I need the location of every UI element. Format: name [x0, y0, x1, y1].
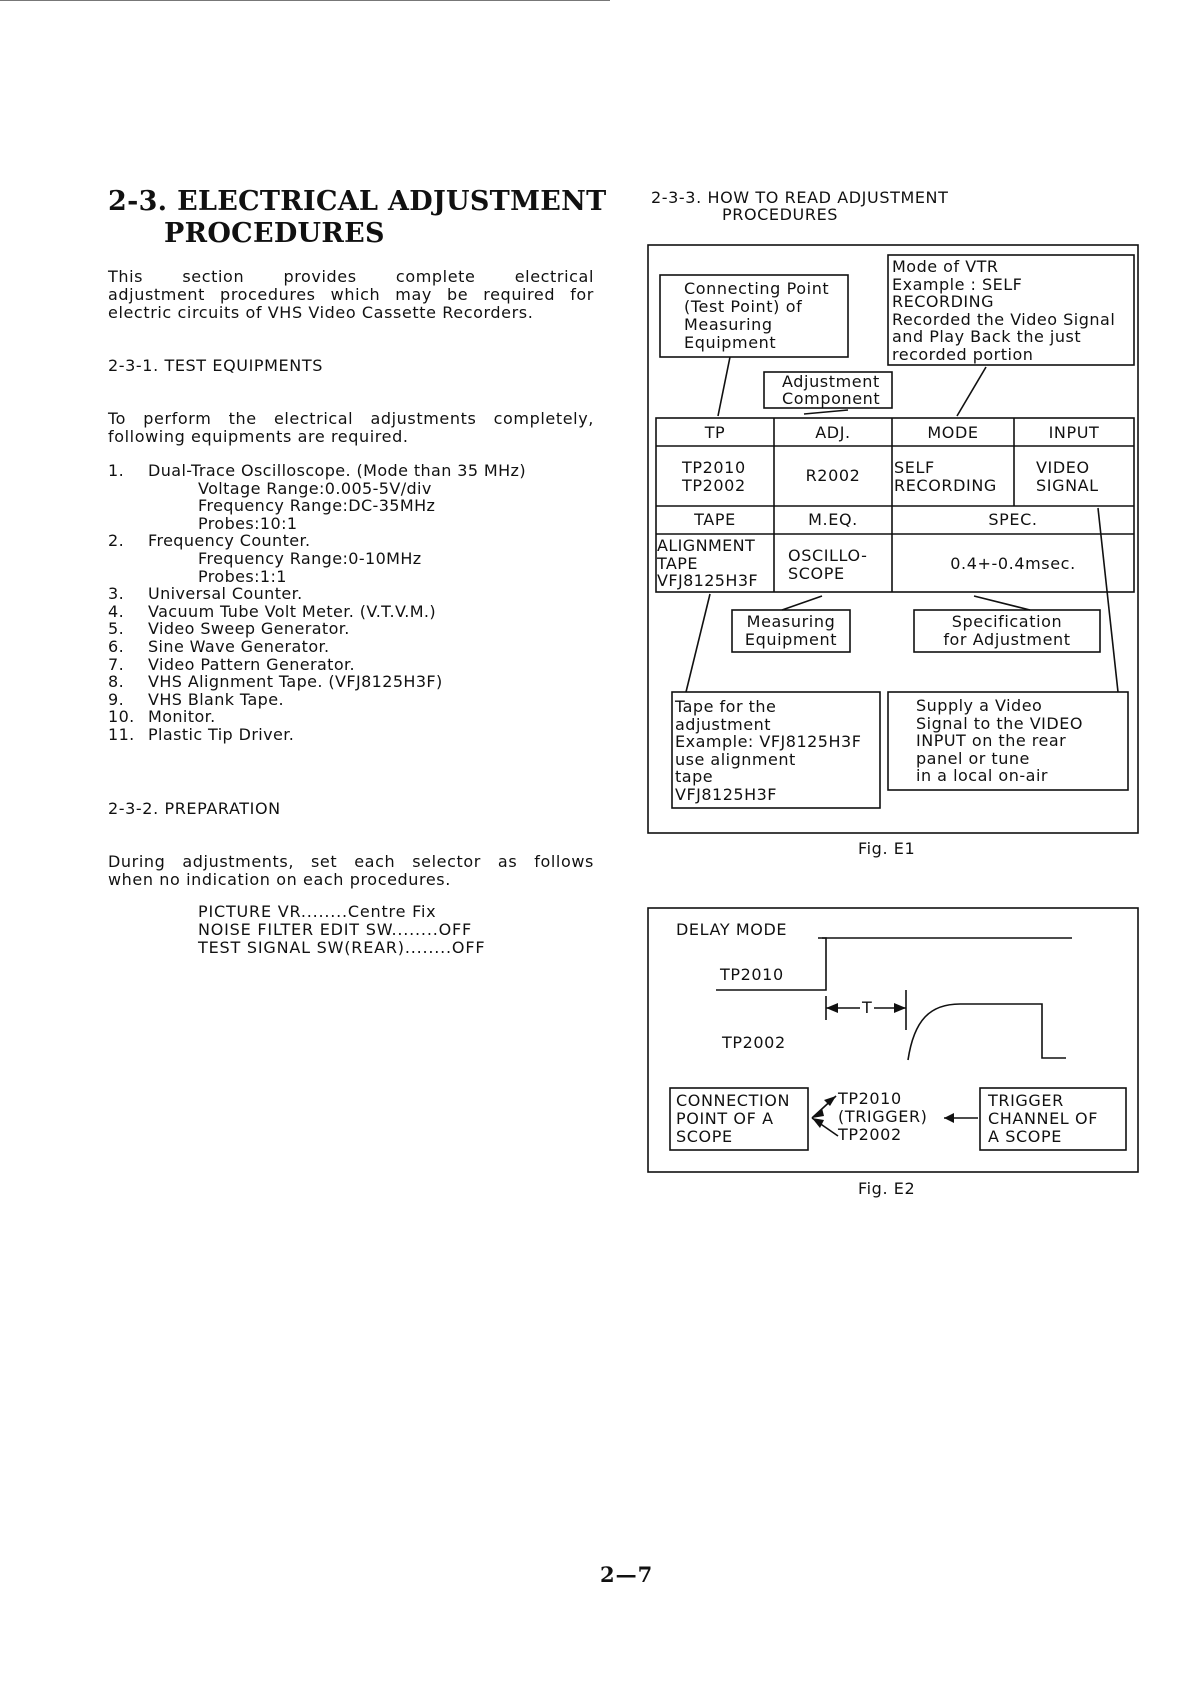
table-header-meq: M.EQ.: [808, 510, 858, 529]
test-equipments-intro-1: To perform the electrical adjustments completely,: [108, 409, 594, 428]
equipment-spec: Frequency Range:0-10MHz: [198, 548, 422, 568]
page-number: 2—7: [600, 1562, 654, 1587]
adj-value: R2002: [805, 466, 861, 485]
preparation-line-1: During adjustments, set each selector as follows: [108, 852, 594, 871]
delay-mode-label: DELAY MODE: [676, 920, 788, 939]
equipment-number: 1.: [108, 461, 125, 480]
equipment-spec: Probes:1:1: [198, 566, 287, 586]
equipment-number: 11.: [108, 724, 135, 744]
spec-value: 0.4+-0.4msec.: [950, 554, 1076, 573]
equipment-text: Plastic Tip Driver.: [148, 724, 295, 744]
equipment-spec: Voltage Range:0.005-5V/div: [198, 478, 432, 498]
equipment-number: 5.: [108, 619, 125, 639]
equipment-text: Video Pattern Generator.: [148, 654, 356, 674]
tape-values: ALIGNMENT TAPE VFJ8125H3F: [657, 536, 758, 591]
equipment-text: Dual-Trace Oscilloscope. (Mode than 35 MHz): [148, 461, 526, 480]
tp-values: TP2010 TP2002: [682, 458, 746, 495]
specification-text: Specification for Adjustment: [943, 612, 1071, 649]
equipment-text: Video Sweep Generator.: [148, 619, 350, 639]
tape-for-adjustment-text: Tape for the adjustment Example: VFJ8125H3F use alignment tape VFJ8125H3F: [675, 697, 862, 804]
t-interval-label: T: [862, 998, 873, 1017]
intro-line-1: This section provides complete electrical: [108, 267, 594, 286]
equipment-number: 10.: [108, 707, 135, 727]
test-equipments-title: 2-3-1. TEST EQUIPMENTS: [108, 356, 323, 375]
fig-e1-caption: Fig. E1: [858, 839, 916, 858]
how-to-read-title-1: 2-3-3. HOW TO READ ADJUSTMENT: [651, 188, 949, 207]
equipment-number: 2.: [108, 531, 125, 551]
table-header-tape: TAPE: [694, 510, 736, 529]
equipment-spec: Frequency Range:DC-35MHz: [198, 496, 436, 516]
heading-line-2: PROCEDURES: [164, 218, 385, 249]
adjustment-component-text: Adjustment Component: [782, 372, 881, 408]
fig-e2-caption: Fig. E2: [858, 1179, 916, 1198]
mode-values: SELF RECORDING: [894, 458, 997, 495]
equipment-number: 7.: [108, 654, 125, 674]
equipment-text: Frequency Counter.: [148, 531, 311, 551]
table-header-tp: TP: [704, 423, 726, 442]
equipment-number: 6.: [108, 636, 125, 656]
trigger-mid-labels: TP2010 (TRIGGER) TP2002: [838, 1089, 928, 1144]
equipment-number: 4.: [108, 601, 125, 621]
table-header-mode: MODE: [927, 423, 979, 442]
table-header-input: INPUT: [1048, 423, 1100, 442]
setting-picture-vr: PICTURE VR........Centre Fix: [198, 902, 437, 921]
table-header-spec: SPEC.: [988, 510, 1038, 529]
meq-values: OSCILLO- SCOPE: [788, 546, 868, 583]
preparation-line-2: when no indication on each procedures.: [108, 870, 451, 889]
equipment-number: 8.: [108, 672, 125, 692]
heading-line-1: 2-3. ELECTRICAL ADJUSTMENT: [108, 186, 607, 217]
measuring-equipment-text: Measuring Equipment: [744, 612, 838, 649]
equipment-number: 3.: [108, 584, 125, 604]
preparation-title: 2-3-2. PREPARATION: [108, 799, 281, 818]
equipment-text: Vacuum Tube Volt Meter. (V.T.V.M.): [148, 601, 437, 621]
equipment-text: VHS Blank Tape.: [148, 689, 284, 709]
intro-line-2: adjustment procedures which may be required for: [108, 285, 594, 304]
connection-point-text: CONNECTION POINT OF A SCOPE: [676, 1091, 791, 1146]
setting-noise-filter: NOISE FILTER EDIT SW........OFF: [198, 920, 472, 939]
equipment-spec: Probes:10:1: [198, 513, 298, 533]
how-to-read-title-2: PROCEDURES: [722, 205, 839, 224]
connecting-point-text: Connecting Point (Test Point) of Measuring Equipment: [684, 279, 830, 352]
equipment-text: VHS Alignment Tape. (VFJ8125H3F): [148, 672, 443, 692]
test-equipments-intro-2: following equipments are required.: [108, 427, 409, 446]
equipment-text: Sine Wave Generator.: [148, 636, 330, 656]
input-values: VIDEO SIGNAL: [1036, 458, 1099, 495]
equipment-number: 9.: [108, 689, 125, 709]
trigger-channel-text: TRIGGER CHANNEL OF A SCOPE: [988, 1091, 1098, 1146]
tp2002-label: TP2002: [722, 1033, 786, 1052]
setting-test-signal: TEST SIGNAL SW(REAR)........OFF: [198, 938, 486, 957]
table-header-adj: ADJ.: [815, 423, 851, 442]
mode-of-vtr-text: Mode of VTR Example : SELF RECORDING Recorded the Video Signal and Play Back the just recorded portion: [892, 257, 1116, 364]
supply-video-text: Supply a Video Signal to the VIDEO INPUT on the rear panel or tune in a local on-air: [916, 696, 1083, 786]
tp2010-label: TP2010: [720, 965, 784, 984]
equipment-text: Universal Counter.: [148, 584, 303, 604]
intro-line-3: electric circuits of VHS Video Cassette Recorders.: [108, 303, 534, 322]
equipment-text: Monitor.: [148, 707, 216, 727]
